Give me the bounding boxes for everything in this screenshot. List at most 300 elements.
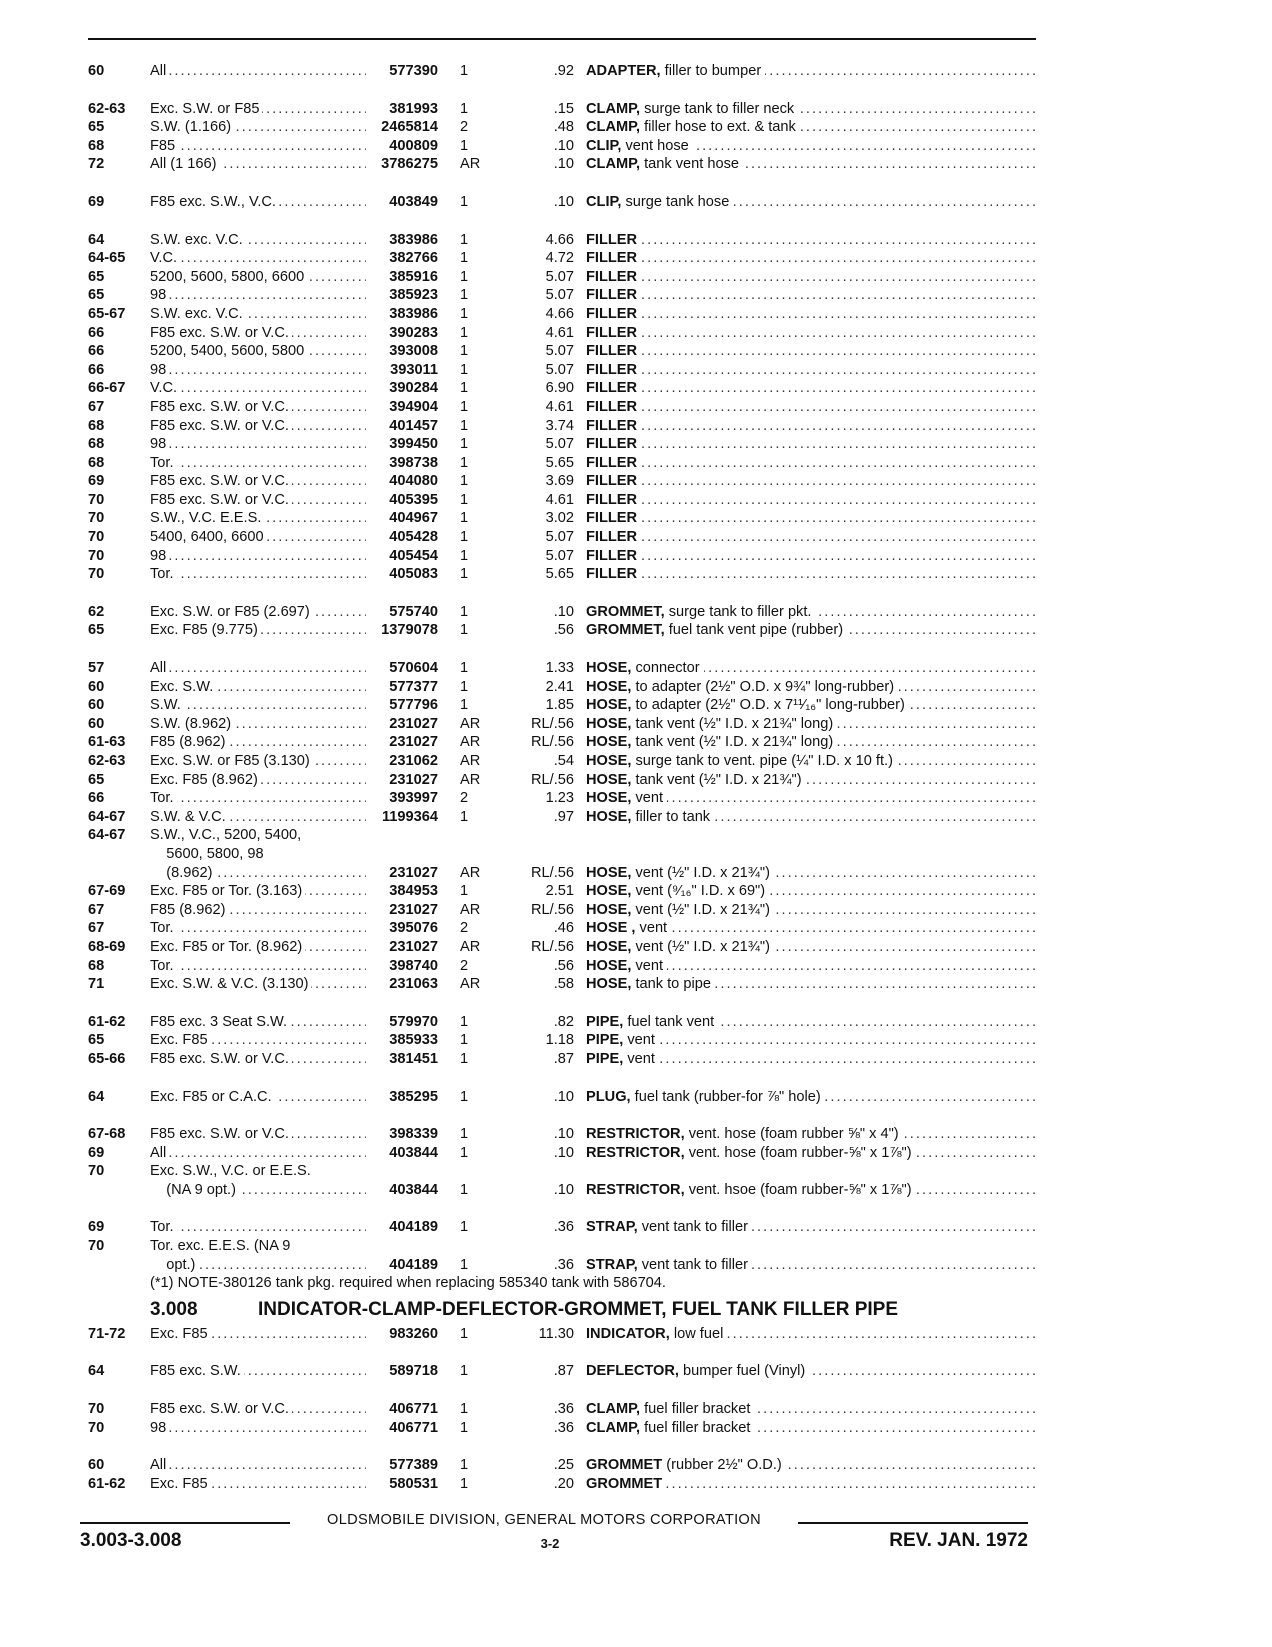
item-detail: tank vent (½" I.D. x 21¾" long) (635, 734, 834, 751)
item-detail: to adapter (2½" O.D. x 7¹¹⁄₁₆" long-rubber) (635, 697, 905, 714)
price-cell: .87 (553, 1050, 574, 1067)
price-cell: .36 (553, 1419, 574, 1436)
item-name: HOSE, (586, 734, 632, 751)
item-name: STRAP, (586, 1219, 638, 1236)
quantity-cell: 1 (460, 454, 469, 471)
item-name: PIPE, (586, 1050, 624, 1067)
item-name: FILLER (586, 361, 638, 378)
description-text (586, 138, 693, 154)
quantity-cell: 1 (460, 566, 469, 583)
model-cell (150, 1419, 366, 1438)
quantity-cell: 1 (460, 491, 469, 508)
model-cell (150, 678, 366, 697)
model-cell (150, 957, 366, 976)
item-detail: vent. hose (foam rubber ⅝" x 4") (688, 1126, 899, 1143)
model-cell (150, 621, 366, 640)
price-cell: .36 (553, 1256, 574, 1273)
year-cell: 67-69 (88, 883, 126, 900)
year-cell: 64-67 (88, 808, 126, 825)
quantity-cell: 1 (460, 1144, 469, 1161)
description-text (586, 455, 641, 471)
model-text: Exc. S.W. & V.C. (3.130) (150, 976, 311, 992)
item-detail: vent (⁹⁄₁₆" I.D. x 69") (635, 883, 766, 900)
item-detail: (rubber 2½" O.D.) (666, 1457, 782, 1474)
item-name: HOSE, (586, 753, 632, 769)
description-cell (586, 509, 1038, 528)
model-text: F85 (150, 138, 178, 154)
table-row (88, 1162, 1038, 1181)
description-text (586, 119, 800, 135)
year-cell: 64-67 (88, 827, 126, 844)
item-name: FILLER (586, 547, 638, 564)
item-name: HOSE, (586, 697, 632, 714)
item-detail: vent (635, 790, 664, 807)
model-text: Exc. F85 (150, 1326, 211, 1342)
price-cell: .56 (553, 957, 574, 974)
table-row (88, 1256, 1038, 1275)
item-detail: vent (627, 1050, 655, 1067)
year-cell: 70 (88, 529, 105, 546)
item-name: FILLER (586, 343, 638, 360)
item-detail: vent (½" I.D. x 21¾") (635, 901, 770, 918)
footer-rule-right (798, 1522, 1028, 1524)
table-row (88, 938, 1038, 957)
description-text (586, 380, 641, 396)
quantity-cell: 1 (460, 398, 469, 415)
description-cell (586, 864, 1038, 883)
description-cell (586, 715, 1038, 734)
page-footer (80, 1512, 1028, 1572)
price-cell: .10 (553, 1181, 574, 1198)
description-cell (586, 1013, 1038, 1032)
price-cell: RL/.56 (531, 864, 574, 881)
model-cell (150, 1088, 366, 1107)
year-cell: 65 (88, 1032, 105, 1049)
description-text (586, 1476, 666, 1492)
description-text (586, 492, 641, 508)
table-row (88, 621, 1038, 640)
model-text: F85 exc. 3 Seat S.W. (150, 1014, 290, 1030)
item-name: FILLER (586, 436, 638, 453)
price-cell: 5.07 (545, 547, 574, 564)
quantity-cell: 1 (460, 1032, 469, 1049)
table-row (88, 1013, 1038, 1032)
price-cell: .10 (553, 1088, 574, 1105)
model-text: 5600, 5800, 98 (150, 846, 267, 862)
description-text (586, 660, 704, 676)
description-text (586, 325, 641, 341)
item-name: STRAP, (586, 1256, 638, 1273)
description-text (586, 958, 667, 974)
model-text: Tor. exc. E.E.S. (NA 9 (150, 1238, 293, 1254)
year-cell: 69 (88, 193, 105, 210)
part-number-cell: 382766 (389, 250, 438, 267)
quantity-cell: AR (460, 901, 481, 918)
model-cell (150, 1162, 366, 1181)
description-text (586, 250, 641, 266)
description-cell (586, 678, 1038, 697)
model-cell (150, 137, 366, 156)
quantity-cell: 1 (460, 660, 469, 677)
item-detail: filler hose to ext. & tank (644, 119, 796, 136)
item-name: PIPE, (586, 1013, 624, 1030)
item-name: FILLER (586, 268, 638, 285)
model-cell (150, 1050, 366, 1069)
model-cell (150, 231, 366, 250)
model-cell (150, 435, 366, 454)
part-number-cell: 405454 (389, 547, 438, 564)
model-text: F85 exc. S.W. or V.C. (150, 1401, 292, 1417)
quantity-cell: AR (460, 938, 481, 955)
item-detail: tank vent hose (644, 156, 740, 173)
description-cell (586, 435, 1038, 454)
description-cell (586, 659, 1038, 678)
model-text: F85 exc. S.W. or V.C. (150, 418, 292, 434)
model-text: Exc. S.W., V.C. or E.E.S. (150, 1163, 314, 1179)
model-cell (150, 845, 366, 864)
quantity-cell: 1 (460, 1325, 469, 1342)
quantity-cell: AR (460, 771, 481, 788)
model-text: 98 (150, 548, 169, 564)
part-number-cell: 1379078 (381, 622, 438, 639)
quantity-cell: 1 (460, 380, 469, 397)
part-number-cell: 406771 (389, 1401, 438, 1418)
part-number-cell: 1199364 (381, 808, 438, 825)
model-cell (150, 659, 366, 678)
model-cell (150, 118, 366, 137)
item-detail: surge tank to vent. pipe (¼" I.D. x 10 ft.) (635, 753, 893, 769)
model-cell (150, 696, 366, 715)
year-cell: 71-72 (88, 1325, 126, 1342)
quantity-cell: 1 (460, 250, 469, 267)
description-text (586, 883, 769, 899)
price-cell: RL/.56 (531, 938, 574, 955)
item-name: HOSE, (586, 957, 632, 974)
description-cell (586, 305, 1038, 324)
item-detail: vent tank to filler (641, 1256, 748, 1273)
item-detail: surge tank to filler pkt. (668, 603, 812, 620)
model-cell (150, 1013, 366, 1032)
quantity-cell: AR (460, 864, 481, 881)
model-text: Exc. F85 or Tor. (8.962) (150, 939, 305, 955)
table-row (88, 1475, 1038, 1494)
description-text (586, 306, 641, 322)
model-text: 98 (150, 287, 169, 303)
price-cell: 3.69 (545, 473, 574, 490)
quantity-cell: AR (460, 976, 481, 993)
description-cell (586, 155, 1038, 174)
item-name: RESTRICTOR, (586, 1144, 685, 1161)
year-cell: 60 (88, 715, 105, 732)
part-number-cell: 577796 (389, 697, 438, 714)
description-cell (586, 454, 1038, 473)
price-cell: RL/.56 (531, 771, 574, 788)
model-text: F85 exc. S.W. or V.C. (150, 325, 292, 341)
item-detail: fuel tank vent (627, 1013, 715, 1030)
price-cell: .87 (553, 1363, 574, 1380)
model-cell (150, 1362, 366, 1381)
part-number-cell: 384953 (389, 883, 438, 900)
model-text: S.W. & V.C. (150, 809, 229, 825)
description-text (586, 1145, 916, 1161)
model-text: Tor. (150, 790, 177, 806)
quantity-cell: 1 (460, 343, 469, 360)
price-cell: 5.07 (545, 361, 574, 378)
description-cell (586, 1050, 1038, 1069)
quantity-cell: 1 (460, 547, 469, 564)
part-number-cell: 231062 (389, 753, 438, 769)
item-name: HOSE, (586, 790, 632, 807)
model-cell (150, 715, 366, 734)
model-text: F85 (8.962) (150, 734, 228, 750)
table-row (88, 1325, 1038, 1344)
price-cell: 5.07 (545, 287, 574, 304)
price-cell: 1.33 (545, 660, 574, 677)
model-cell (150, 826, 366, 845)
description-text (586, 1457, 786, 1473)
part-number-cell: 393011 (390, 361, 438, 378)
table-row (88, 268, 1038, 287)
year-cell: 66 (88, 343, 105, 360)
table-row (88, 1181, 1038, 1200)
description-cell (586, 771, 1038, 790)
description-text (586, 604, 815, 620)
year-cell: 66 (88, 324, 105, 341)
part-number-cell: 406771 (389, 1419, 438, 1436)
year-cell: 61-63 (88, 734, 126, 751)
description-text (586, 473, 641, 489)
description-text (586, 269, 641, 285)
item-detail: vent (½" I.D. x 21¾") (635, 864, 770, 881)
description-text (586, 418, 641, 434)
description-cell (586, 417, 1038, 436)
model-text: (NA 9 opt.) (150, 1182, 239, 1198)
description-cell (586, 1181, 1038, 1200)
table-note: (*1) NOTE-380126 tank pkg. required when replacing 585340 tank with 586704. (150, 1275, 666, 1292)
quantity-cell: 1 (460, 1219, 469, 1236)
quantity-cell: 1 (460, 100, 469, 117)
year-cell: 71 (88, 976, 105, 993)
price-cell: 1.18 (545, 1032, 574, 1049)
price-cell: .15 (553, 100, 574, 117)
model-cell (150, 528, 366, 547)
table-row (88, 62, 1038, 81)
price-cell: .56 (553, 622, 574, 639)
description-cell (586, 547, 1038, 566)
quantity-cell: 2 (460, 119, 469, 136)
description-text (586, 734, 837, 750)
price-cell: .10 (553, 1144, 574, 1161)
item-name: FILLER (586, 287, 638, 304)
description-text (586, 1032, 659, 1048)
table-row (88, 305, 1038, 324)
quantity-cell: 1 (460, 1401, 469, 1418)
year-cell: 69 (88, 1144, 105, 1161)
item-detail: tank to pipe (635, 976, 711, 993)
model-text: S.W. exc. V.C. (150, 232, 246, 248)
price-cell: RL/.56 (531, 715, 574, 732)
description-cell (586, 379, 1038, 398)
price-cell: 3.02 (545, 510, 574, 527)
table-row (88, 417, 1038, 436)
item-name: HOSE, (586, 660, 632, 677)
quantity-cell: 1 (460, 137, 469, 154)
model-text: Exc. S.W. or F85 (150, 101, 262, 117)
part-number-cell: 398738 (389, 454, 438, 471)
part-number-cell: 231027 (389, 771, 438, 788)
year-cell: 68 (88, 137, 105, 154)
price-cell: 5.65 (545, 454, 574, 471)
item-name: FILLER (586, 417, 638, 434)
model-cell (150, 864, 366, 883)
year-cell: 69 (88, 1219, 105, 1236)
model-cell (150, 752, 366, 771)
description-cell (586, 361, 1038, 380)
description-text (586, 1238, 590, 1254)
description-cell (586, 249, 1038, 268)
item-detail: connector (635, 660, 700, 677)
model-cell (150, 286, 366, 305)
quantity-cell: 1 (460, 510, 469, 527)
quantity-cell: 1 (460, 1363, 469, 1380)
year-cell: 68 (88, 957, 105, 974)
year-cell: 60 (88, 63, 105, 79)
table-row (88, 379, 1038, 398)
price-cell: .20 (553, 1475, 574, 1492)
description-cell (586, 752, 1038, 771)
description-cell (586, 789, 1038, 808)
table-row (88, 1088, 1038, 1107)
model-cell (150, 1031, 366, 1050)
item-name: CLAMP, (586, 1419, 641, 1436)
part-number-cell: 400809 (389, 137, 438, 154)
table-row (88, 957, 1038, 976)
model-text: 5400, 6400, 6600 (150, 529, 267, 545)
year-cell: 60 (88, 678, 105, 695)
year-cell: 70 (88, 510, 105, 527)
part-number-cell: 570604 (389, 660, 438, 677)
year-cell: 62-63 (88, 100, 126, 117)
part-number-cell: 404080 (389, 473, 438, 490)
model-cell (150, 1237, 366, 1256)
year-cell: 64 (88, 1088, 105, 1105)
table-row (88, 789, 1038, 808)
table-row (88, 919, 1038, 938)
part-number-cell: 403844 (389, 1144, 438, 1161)
part-number-cell: 398339 (389, 1126, 438, 1143)
year-cell: 68-69 (88, 938, 126, 955)
table-row (88, 808, 1038, 827)
part-number-cell: 385295 (389, 1088, 438, 1105)
quantity-cell: 2 (460, 920, 469, 937)
table-row (88, 118, 1038, 137)
table-row (88, 771, 1038, 790)
item-name: CLAMP, (586, 100, 641, 117)
item-name: FILLER (586, 380, 638, 397)
part-number-cell: 405428 (389, 529, 438, 546)
description-cell (586, 1031, 1038, 1050)
description-cell (586, 1088, 1038, 1107)
description-text (586, 63, 765, 79)
price-cell: .10 (553, 137, 574, 154)
model-cell (150, 509, 366, 528)
price-cell: RL/.56 (531, 734, 574, 751)
year-cell: 65-66 (88, 1050, 126, 1067)
model-text: All (150, 63, 169, 79)
part-number-cell: 383986 (389, 231, 438, 248)
description-text (586, 809, 714, 825)
item-name: HOSE, (586, 678, 632, 695)
model-cell (150, 193, 366, 212)
description-text (586, 1051, 659, 1067)
table-row (88, 509, 1038, 528)
description-cell (586, 1218, 1038, 1237)
description-cell (586, 62, 1038, 81)
model-text: F85 exc. S.W., V.C. (150, 194, 279, 210)
table-row (88, 715, 1038, 734)
quantity-cell: 1 (460, 1457, 469, 1474)
price-cell: RL/.56 (531, 901, 574, 918)
item-name: DEFLECTOR, (586, 1363, 679, 1380)
item-name: FILLER (586, 454, 638, 471)
part-number-cell: 577377 (389, 678, 438, 695)
quantity-cell: 1 (460, 231, 469, 248)
year-cell: 60 (88, 1457, 105, 1474)
model-cell (150, 454, 366, 473)
model-cell (150, 808, 366, 827)
section-title: INDICATOR-CLAMP-DEFLECTOR-GROMMET, FUEL TANK FILLER PIPE (258, 1298, 898, 1320)
part-number-cell: 577390 (389, 63, 438, 79)
model-text: F85 (8.962) (150, 902, 228, 918)
item-detail: vent hose (625, 137, 689, 154)
part-number-cell: 393997 (389, 790, 438, 807)
year-cell: 60 (88, 697, 105, 714)
price-cell: 4.61 (545, 324, 574, 341)
item-name: HOSE , (586, 920, 636, 937)
description-cell (586, 342, 1038, 361)
description-text (586, 1363, 809, 1379)
description-cell (586, 231, 1038, 250)
table-row (88, 1218, 1038, 1237)
model-cell (150, 1256, 366, 1275)
description-text (586, 194, 733, 210)
description-cell (586, 882, 1038, 901)
model-text: S.W., V.C. E.E.S. (150, 510, 264, 526)
model-cell (150, 472, 366, 491)
footer-rule-left (80, 1522, 290, 1524)
part-number-cell: 398740 (389, 957, 438, 974)
quantity-cell: AR (460, 753, 481, 769)
description-cell (586, 1419, 1038, 1438)
description-text (586, 1163, 590, 1179)
price-cell: 4.61 (545, 398, 574, 415)
table-row (88, 472, 1038, 491)
description-text (586, 1182, 916, 1198)
price-cell: 4.61 (545, 491, 574, 508)
part-number-cell: 404967 (389, 510, 438, 527)
part-number-cell: 231027 (389, 864, 438, 881)
year-cell: 65 (88, 287, 105, 304)
quantity-cell: 1 (460, 529, 469, 546)
description-cell (586, 1400, 1038, 1419)
table-row (88, 231, 1038, 250)
description-text (586, 232, 641, 248)
year-cell: 67-68 (88, 1126, 126, 1143)
table-row (88, 1419, 1038, 1438)
year-cell: 70 (88, 1163, 105, 1180)
part-number-cell: 385933 (389, 1032, 438, 1049)
table-row (88, 882, 1038, 901)
